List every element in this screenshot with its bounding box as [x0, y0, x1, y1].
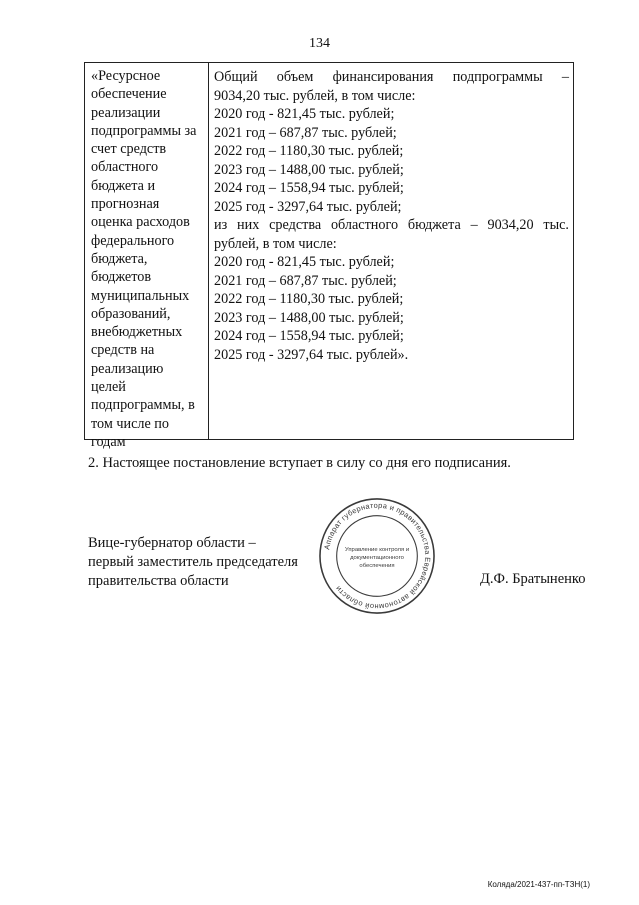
left-cell-line: средств на: [91, 342, 155, 359]
year-regional-line: 2025 год - 3297,64 тыс. рублей».: [214, 346, 409, 363]
signatory-title-line: правительства области: [88, 573, 229, 589]
year-regional-line: 2021 год – 687,87 тыс. рублей;: [214, 272, 397, 289]
left-cell-line: подпрограммы за: [91, 122, 197, 139]
document-code: Коляда/2021-437-пп-ТЗН(1): [487, 880, 590, 889]
year-regional-line: 2022 год – 1180,30 тыс. рублей;: [214, 291, 404, 307]
stamp-outer-text: Аппарат губернатора и правительства Еврейской автономной области: [322, 500, 433, 612]
year-total-line: 2020 год - 821,45 тыс. рублей;: [214, 106, 395, 122]
regional-word: из: [214, 217, 228, 233]
left-cell-line: целей: [91, 379, 126, 396]
stamp-inner-line: Управление контроля и: [344, 547, 410, 554]
total-funding-cont: 9034,20 тыс. рублей, в том числе:: [214, 87, 416, 104]
total-word: подпрограммы: [452, 69, 543, 85]
regional-word: них: [237, 217, 260, 233]
regional-word: тыс.: [543, 217, 569, 233]
left-cell-line: том числе по: [91, 415, 169, 432]
year-regional-line: 2024 год – 1558,94 тыс. рублей;: [214, 328, 404, 344]
stamp-inner-line: документационного: [350, 554, 404, 561]
stamp-inner-line: обеспечения: [359, 562, 395, 569]
year-total-line: 2023 год – 1488,00 тыс. рублей;: [214, 161, 404, 178]
year-total-line: 2025 год - 3297,64 тыс. рублей;: [214, 198, 402, 215]
resource-table: [84, 62, 574, 450]
left-cell-line: областного: [91, 159, 159, 176]
signatory-name: Д.Ф. Братыненко: [480, 571, 586, 587]
left-cell-line: реализацию: [91, 360, 164, 377]
year-total-line: 2024 год – 1558,94 тыс. рублей;: [214, 180, 404, 196]
total-word: Общий: [214, 69, 258, 85]
clause-2: 2. Настоящее постановление вступает в силу со дня его подписания.: [88, 455, 511, 471]
total-word: –: [561, 69, 569, 85]
left-cell-line: годам: [91, 433, 126, 450]
year-regional-line: 2020 год - 821,45 тыс. рублей;: [214, 254, 395, 270]
regional-word: –: [470, 217, 478, 233]
left-cell-line: подпрограммы, в: [91, 397, 195, 414]
left-cell-line: счет средств: [91, 141, 167, 158]
left-cell-line: «Ресурсное: [91, 68, 161, 84]
signatory-title-line: Вице-губернатор области –: [88, 535, 256, 551]
regional-word: средства: [269, 217, 322, 233]
left-cell-line: внебюджетных: [91, 324, 183, 341]
left-cell-line: федерального: [91, 232, 175, 249]
page-number: 134: [309, 36, 330, 51]
table-right-cell: [209, 63, 575, 439]
regional-word: 9034,20: [487, 217, 534, 233]
left-cell-line: прогнозная: [91, 196, 160, 213]
table-left-cell: [85, 63, 209, 450]
year-total-line: 2022 год – 1180,30 тыс. рублей;: [214, 143, 404, 159]
year-total-line: 2021 год – 687,87 тыс. рублей;: [214, 124, 397, 141]
year-regional-line: 2023 год – 1488,00 тыс. рублей;: [214, 309, 404, 326]
left-cell-line: муниципальных: [91, 287, 190, 304]
total-funding-line: [214, 68, 569, 87]
official-stamp: [318, 497, 436, 615]
regional-funding-cont: рублей, в том числе:: [214, 235, 337, 252]
left-cell-line: бюджета и: [91, 177, 156, 194]
signatory-title-line: первый заместитель председателя: [88, 554, 298, 570]
left-cell-line: бюджета,: [91, 250, 148, 267]
regional-word: областного: [330, 217, 399, 233]
left-cell-line: реализации: [91, 104, 161, 121]
total-word: объем: [276, 69, 314, 85]
signatory-title: [88, 534, 298, 591]
left-cell-line: обеспечение: [91, 86, 167, 103]
regional-funding-line: [214, 216, 569, 235]
left-cell-line: образований,: [91, 305, 171, 322]
left-cell-line: оценка расходов: [91, 214, 190, 231]
left-cell-line: бюджетов: [91, 269, 152, 286]
total-word: финансирования: [332, 69, 434, 85]
regional-word: бюджета: [407, 217, 461, 233]
